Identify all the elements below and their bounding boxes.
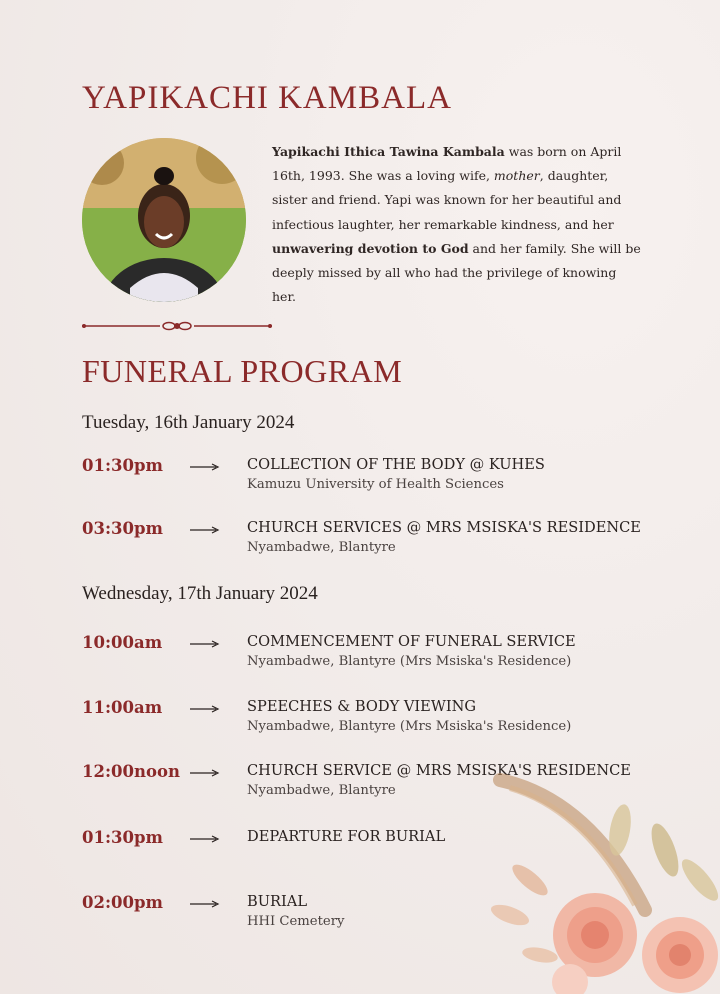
event-time: 02:00pm [82,893,164,912]
event-title: COMMENCEMENT OF FUNERAL SERVICE [247,633,576,650]
event-title: CHURCH SERVICES @ MRS MSISKA'S RESIDENCE [247,519,641,536]
event-row [82,456,682,502]
event-location: Nyambadwe, Blantyre [247,783,396,798]
arrow-icon [190,834,220,844]
event-location: Nyambadwe, Blantyre (Mrs Msiska's Residence) [247,719,572,734]
event-title: SPEECHES & BODY VIEWING [247,698,477,715]
event-location: HHI Cemetery [247,914,345,929]
event-time: 01:30pm [82,828,164,847]
arrow-icon [190,639,220,649]
deceased-name-heading: YAPIKACHI KAMBALA [82,80,452,116]
event-location: Nyambadwe, Blantyre [247,540,396,555]
bio-mother: mother [493,168,540,184]
event-time: 11:00am [82,698,163,717]
day-2-label: Wednesday, 17th January 2024 [82,583,318,604]
event-location: Kamuzu University of Health Sciences [247,477,504,492]
bio-text-3: and her family. She will be deeply missed by all who had the privilege of knowing her. [272,240,641,305]
portrait-photo [82,138,246,302]
event-title: BURIAL [247,893,308,910]
arrow-icon [190,525,220,535]
bio-full-name: Yapikachi Ithica Tawina Kambala [272,144,505,159]
ornamental-divider [82,318,272,334]
arrow-icon [190,704,220,714]
funeral-program-heading: FUNERAL PROGRAM [82,353,403,389]
event-row [82,519,682,565]
event-title: CHURCH SERVICE @ MRS MSISKA'S RESIDENCE [247,762,631,779]
bio-text-1: was born on April 16th, 1993. She was a loving wife, [272,144,622,184]
event-time: 03:30pm [82,519,164,538]
biography-text [272,140,642,309]
bio-devotion: unwavering devotion to God [272,240,469,256]
day-1-label: Tuesday, 16th January 2024 [82,412,295,433]
event-time: 12:00noon [82,762,181,781]
event-row [82,633,682,679]
portrait-illustration [82,138,246,302]
arrow-icon [190,462,220,472]
event-title: DEPARTURE FOR BURIAL [247,828,446,845]
arrow-icon [190,899,220,909]
event-location: Nyambadwe, Blantyre (Mrs Msiska's Residence) [247,654,572,669]
event-time: 10:00am [82,633,163,652]
arrow-icon [190,768,220,778]
event-row [82,698,682,744]
bio-text-2: , daughter, sister and friend. Yapi was known for her beautiful and infectious laughter, her remarkable kindness, and her [272,168,622,232]
floral-decoration [470,770,720,994]
event-title: COLLECTION OF THE BODY @ KUHES [247,456,545,473]
event-time: 01:30pm [82,456,164,475]
